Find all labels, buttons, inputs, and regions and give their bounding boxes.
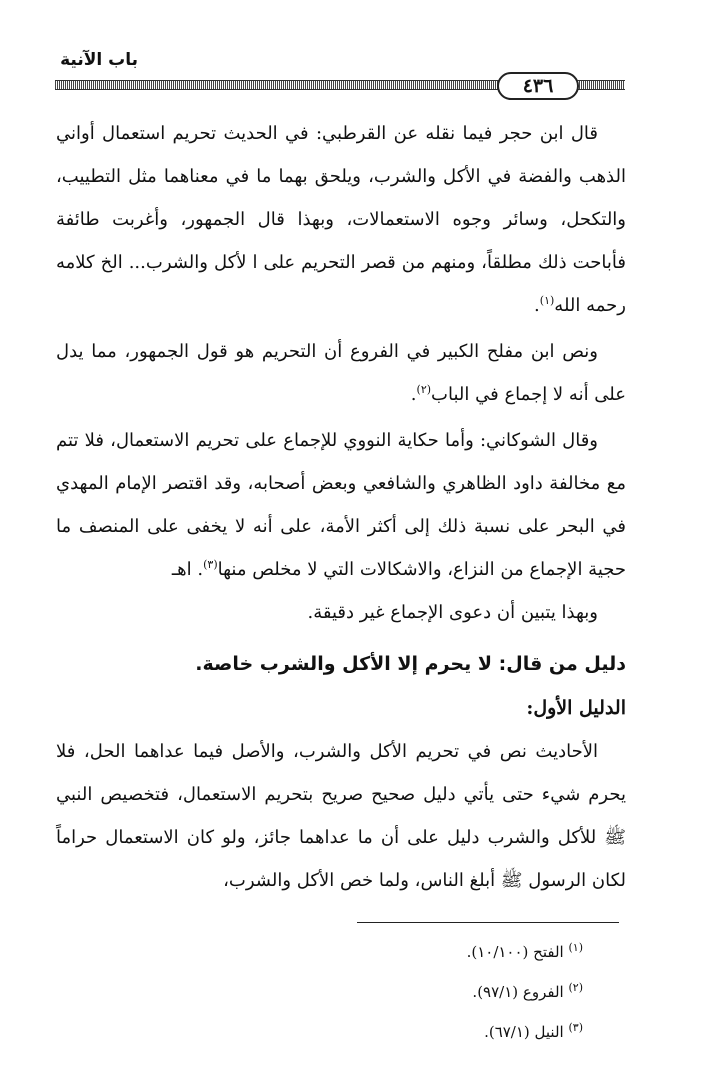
footnote-text: النيل (٦٧/١). — [484, 1023, 564, 1041]
section-heading: دليل من قال: لا يحرم إلا الأكل والشرب خاصة. — [195, 653, 626, 675]
footnote-ref: (٣) — [203, 558, 218, 571]
footnote-rule — [357, 922, 619, 923]
footnote-3 — [163, 1012, 583, 1052]
paragraph-conclusion — [56, 591, 626, 634]
paragraph-qurtubi: قال ابن حجر فيما نقله عن القرطبي: في الحديث تحريم استعمال أواني الذهب والفضة في الأكل والشرب، ويلحق بهما ما في معناهما مثل التطييب، والتكحل، وسائر وجوه الاستعمالات، وبهذا قال الجمهور، وأغربت طائفة فأباحت ذلك مطلقاً، ومنهم من قصر التحريم على ا لأكل والشرب... الخ كلامه رحمه الله$^{(١)}$. — [56, 123, 626, 316]
paragraph-shawkani: وقال الشوكاني: وأما حكاية النووي للإجماع على تحريم الاستعمال، فلا تتم مع مخالفة داود الظاهري والشافعي وبعض أصحابه، وقد اقتصر الإمام المهدي في البحر على نسبة ذلك إلى أكثر الأمة، على أنه لا يخفى على المنصف ما حجية الإجماع من النزاع، والاشكالات التي لا مخلص منها$^{(٣)}$. اهـ — [56, 430, 626, 580]
paragraph-text: ونص ابن مفلح الكبير في الفروع أن التحريم هو قول الجمهور، مما يدل على أنه لا إجماع في الباب — [56, 341, 626, 405]
footnotes — [163, 932, 583, 1052]
paragraph-text: قال ابن حجر فيما نقله عن القرطبي: في الحديث تحريم استعمال أواني الذهب والفضة في الأكل والشرب، ويلحق بهما ما في معناهما مثل التطييب، والتكحل، وسائر وجوه الاستعمالات، وبهذا قال الجمهور، وأغربت طائفة فأباحت ذلك مطلقاً، ومنهم من قصر التحريم على ا لأكل والشرب... الخ كلامه رحمه الله — [56, 123, 626, 316]
footnote-1 — [163, 932, 583, 972]
page-number: ٤٣٦ — [497, 72, 579, 100]
footnote-marker: (١) — [568, 941, 583, 954]
footnote-ref: (٢) — [416, 383, 432, 396]
paragraph-end-mark: اهـ — [171, 559, 192, 580]
footnote-marker: (٢) — [568, 981, 583, 994]
paragraph-ibn-muflih: ونص ابن مفلح الكبير في الفروع أن التحريم هو قول الجمهور، مما يدل على أنه لا إجماع في الباب$^{(٢)}$. — [56, 341, 626, 405]
paragraph-first-evidence — [56, 730, 626, 902]
subsection-heading: الدليل الأول: — [526, 697, 626, 719]
paragraph-text: وبهذا يتبين أن دعوى الإجماع غير دقيقة. — [307, 602, 598, 623]
footnote-ref: (١) — [539, 294, 555, 307]
footnote-2 — [163, 972, 583, 1012]
footnote-text: الفتح (١٠/١٠٠). — [466, 943, 564, 961]
main-text — [56, 112, 626, 902]
footnote-marker: (٣) — [568, 1021, 583, 1034]
paragraph-text: وقال الشوكاني: وأما حكاية النووي للإجماع على تحريم الاستعمال، فلا تتم مع مخالفة داود الظاهري والشافعي وبعض أصحابه، وقد اقتصر الإمام المهدي في البحر على نسبة ذلك إلى أكثر الأمة، على أنه لا يخفى على المنصف ما حجية الإجماع من النزاع، والاشكالات التي لا مخلص منها — [56, 430, 626, 580]
running-title: باب الآنية — [60, 50, 138, 70]
footnote-text: الفروع (٩٧/١). — [472, 983, 564, 1001]
paragraph-text: الأحاديث نص في تحريم الأكل والشرب، والأصل فيما عداهما الحل، فلا يحرم شيء حتى يأتي دليل صحيح صريح بتحريم الاستعمال، فتخصيص النبي ﷺ للأكل والشرب دليل على أن ما عداهما جائز، ولو كان الاستعمال حراماً لكان الرسول ﷺ أبلغ الناس، ولما خص الأكل والشرب، — [56, 741, 626, 891]
